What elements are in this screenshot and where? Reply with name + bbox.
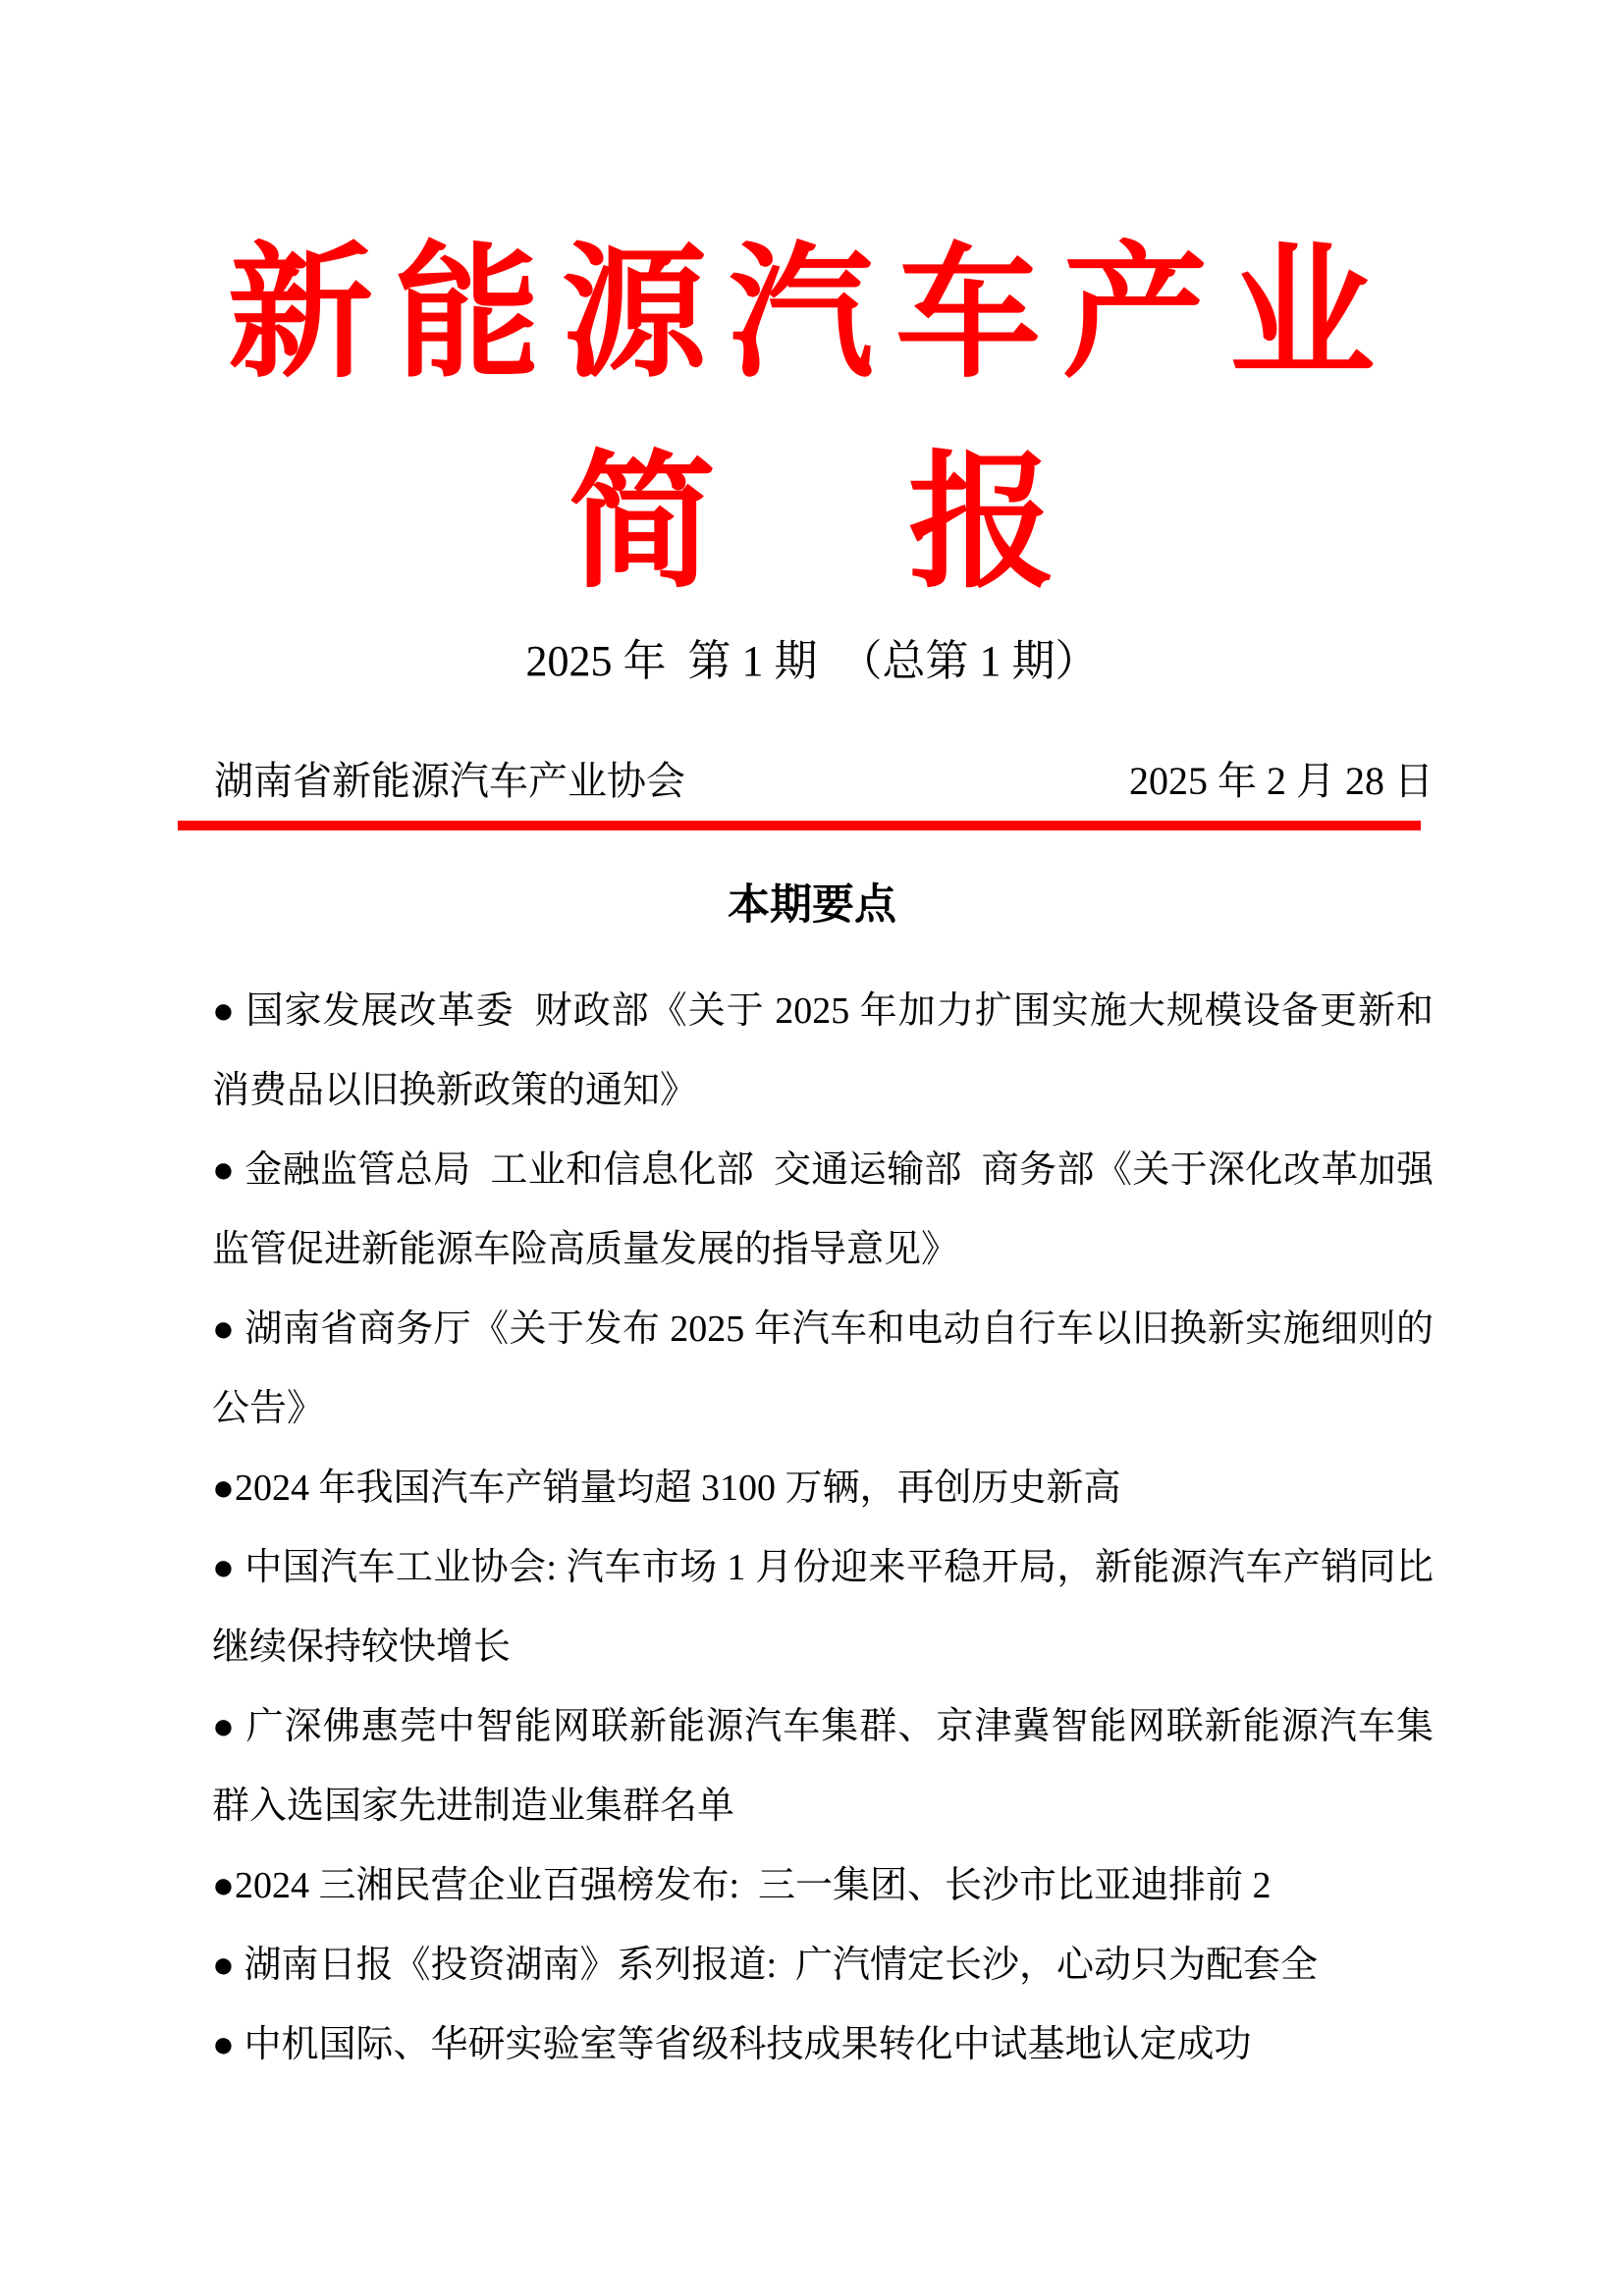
meta-row (214, 756, 1434, 807)
title-char-bao: 报 (908, 443, 1056, 606)
red-divider-rule (178, 821, 1421, 830)
publication-date: 2025 年 2 月 28 日 (1129, 759, 1434, 803)
organization-name: 湖南省新能源汽车产业协会 (214, 759, 685, 803)
highlight-item: ● 湖南省商务厅《关于发布 2025 年汽车和电动自行车以旧换新实施细则的公告》 (212, 1308, 1434, 1429)
highlight-item: ● 国家发展改革委 财政部《关于 2025 年加力扩围实施大规模设备更新和消费品以旧换新政策的通知》 (212, 990, 1434, 1111)
highlight-item: ● 中国汽车工业协会: 汽车市场 1 月份迎来平稳开局，新能源汽车产销同比继续保持较快增长 (212, 1547, 1434, 1668)
newsletter-title-line2 (0, 443, 1624, 606)
highlight-item: ●2024 三湘民营企业百强榜发布: 三一集团、长沙市比亚迪排前 2 (212, 1865, 1272, 1906)
title-char-jian: 简 (568, 443, 716, 606)
newsletter-title-line1: 新能源汽车产业 (228, 235, 1396, 396)
highlights-heading: 本期要点 (728, 881, 896, 929)
highlight-item: ● 湖南日报《投资湖南》系列报道: 广汽情定长沙，心动只为配套全 (212, 1945, 1319, 1986)
highlight-item: ● 广深佛惠莞中智能网联新能源汽车集群、京津冀智能网联新能源汽车集群入选国家先进制造业集群名单 (212, 1706, 1434, 1827)
highlight-item: ● 中机国际、华研实验室等省级科技成果转化中试基地认定成功 (212, 2024, 1252, 2065)
highlights-list (212, 972, 1434, 2085)
highlight-item: ● 金融监管总局 工业和信息化部 交通运输部 商务部《关于深化改革加强监管促进新能源车险高质量发展的指导意见》 (212, 1149, 1434, 1270)
highlight-item: ●2024 年我国汽车产销量均超 3100 万辆，再创历史新高 (212, 1468, 1121, 1509)
issue-number-line: 2025 年 第 1 期 （总第 1 期） (525, 637, 1099, 685)
